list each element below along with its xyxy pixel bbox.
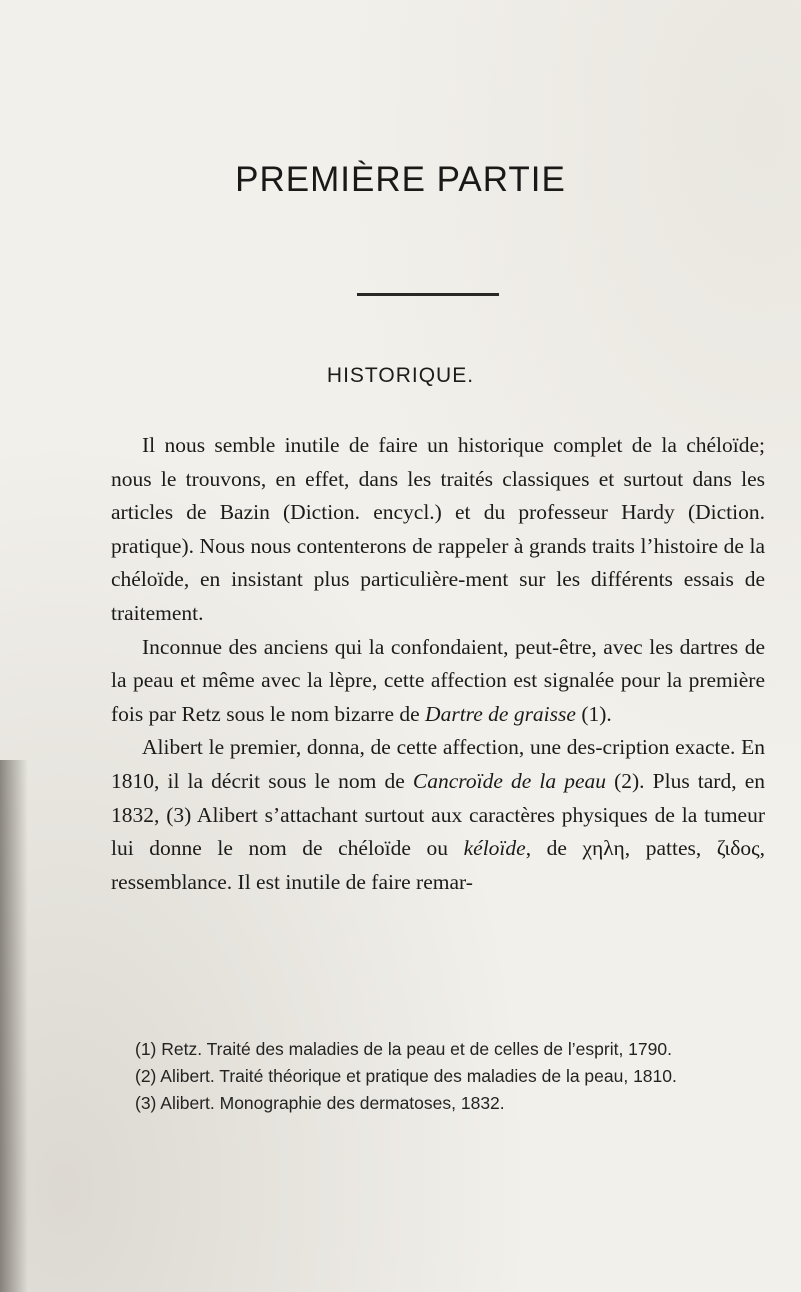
paragraph-2-text-a: Inconnue des anciens qui la confondaient, peut-être, avec les dartres de la peau et même avec la lèpre, cette affection est signalée pour la première fois par Retz sous le nom bizarre de (111, 634, 765, 726)
footnote-1: (1) Retz. Traité des maladies de la peau et de celles de l’esprit, 1790. (135, 1039, 672, 1059)
paragraph-1: Il nous semble inutile de faire un historique complet de la chéloïde; nous le trouvons, en effet, dans les traités classiques et surtout dans les articles de Bazin (Diction. encycl.) et du professeur Hardy (Diction. pratique). Nous nous contenterons de rappeler à grands traits l’histoire de la chéloïde, en insistant plus particulière-ment sur les différents essais de traitement. (111, 433, 765, 625)
paragraph-2-text-b: (1). (575, 701, 612, 726)
term-keloide: kéloïde (463, 836, 526, 861)
term-cancroide-de-la-peau: Cancroïde de la peau (412, 768, 606, 793)
paragraph-3-text-c: , de χηλη, pattes, ζιδος, ressemblance. Il est inutile de faire remar- (111, 836, 765, 894)
paragraph-3-text-b: (2). Plus tard, en 1832, (3) Alibert s’attachant surtout aux caractères physiques de la tumeur lui donne le nom de chéloïde ou (111, 768, 765, 861)
part-title: PREMIÈRE PARTIE (235, 160, 566, 199)
paragraph-2 (111, 631, 765, 732)
paragraph-3-text-a: Alibert le premier, donna, de cette affection, une des-cription exacte. En 1810, il la décrit sous le nom de (111, 735, 765, 793)
paragraph-3 (111, 731, 765, 899)
body-text (111, 429, 765, 899)
page-edge-shadow (0, 760, 28, 1292)
footnote-2: (2) Alibert. Traité théorique et pratique des maladies de la peau, 1810. (135, 1066, 677, 1086)
footnotes (111, 1036, 765, 1117)
term-dartre-de-graisse: Dartre de graisse (425, 701, 576, 726)
footnote-3: (3) Alibert. Monographie des dermatoses, 1832. (135, 1093, 505, 1113)
section-title: HISTORIQUE. (326, 364, 475, 387)
title-divider (357, 293, 499, 296)
